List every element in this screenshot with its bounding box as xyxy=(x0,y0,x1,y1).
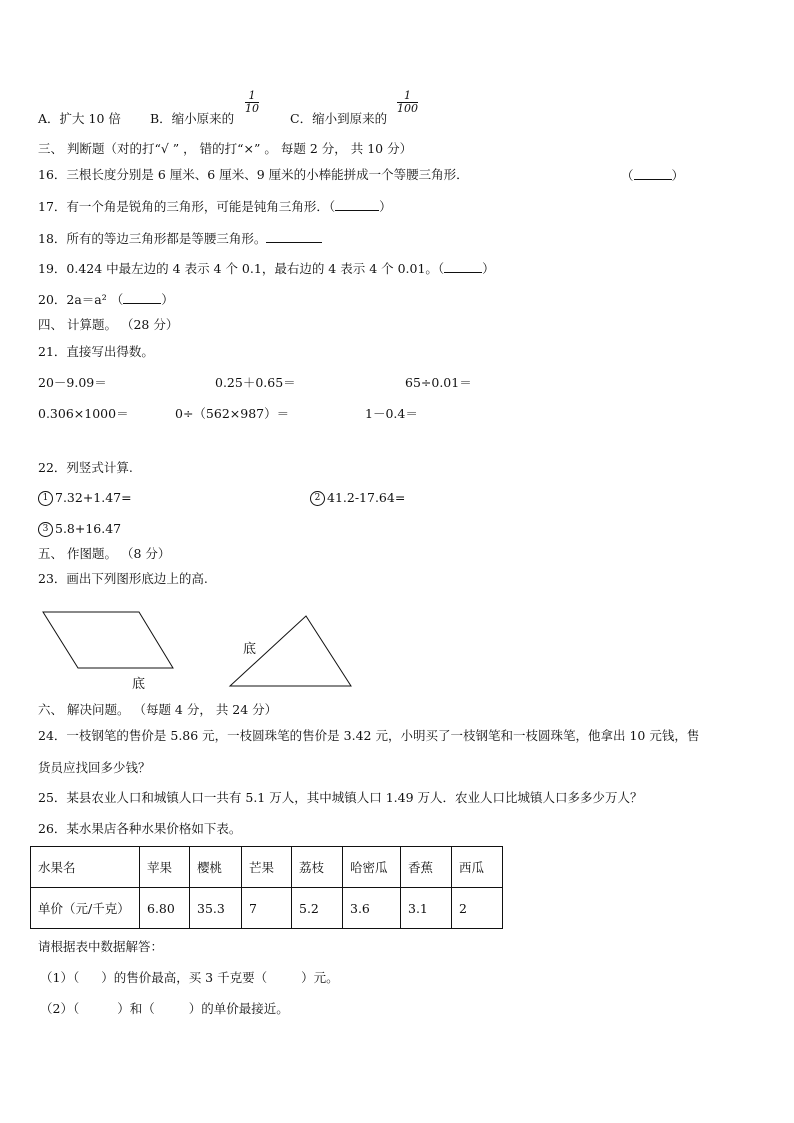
q15-option-b-fraction: $\frac{1}{10}$ xyxy=(245,89,259,115)
q21-r2c1: 0.306×1000＝ xyxy=(38,406,129,421)
section3-title: 三、 判断题（对的打“√ ” ， 错的打“×” 。 每题 2 分， 共 10 分） xyxy=(38,141,413,156)
parallelogram-base-label: 底 xyxy=(132,677,146,692)
q21-r1c1: 20－9.09＝ xyxy=(38,375,107,390)
section5-title: 五、 作图题。 （8 分） xyxy=(38,546,171,561)
circled-number-3-icon: 3 xyxy=(38,522,53,537)
q19-line: 19．0.424 中最左边的 4 表示 4 个 0.1，最右边的 4 表示 4 个 0.01。（ ） xyxy=(38,261,495,276)
q16-answer-blank[interactable]: （ ） xyxy=(621,168,685,183)
q22-item-3: 3 5.8+16.47 xyxy=(38,521,121,537)
q25-text: 25．某县农业人口和城镇人口一共有 5.1 万人，其中城镇人口 1.49 万人．农业人口比城镇人口多多少万人？ xyxy=(38,790,643,805)
table-cell: 西瓜 xyxy=(452,847,503,888)
table-cell: 芒果 xyxy=(242,847,292,888)
q20-answer-blank[interactable] xyxy=(123,291,161,304)
table-row xyxy=(31,888,503,929)
table-cell: 哈密瓜 xyxy=(343,847,401,888)
q17-line: 17．有一个角是锐角的三角形，可能是钝角三角形．（ ） xyxy=(38,199,392,214)
fruit-price-table xyxy=(30,846,503,929)
q26-sub1: （1）（ ）的售价最高，买 3 千克要（ ）元。 xyxy=(40,970,339,985)
triangle-base-label: 底 xyxy=(243,642,257,657)
table-cell: 35.3 xyxy=(190,888,242,929)
table-cell: 3.6 xyxy=(343,888,401,929)
table-cell: 樱桃 xyxy=(190,847,242,888)
table-cell: 香蕉 xyxy=(401,847,452,888)
q21-r1c3: 65÷0.01＝ xyxy=(405,375,472,390)
section6-title: 六、 解决问题。 （每题 4 分， 共 24 分） xyxy=(38,702,278,717)
q17-text: 17．有一个角是锐角的三角形，可能是钝角三角形．（ xyxy=(38,199,336,214)
table-header-row xyxy=(31,847,503,888)
table-cell: 苹果 xyxy=(140,847,190,888)
q22-item-2: 2 41.2-17.64= xyxy=(310,490,405,506)
table-cell: 2 xyxy=(452,888,503,929)
q26-prompt: 请根据表中数据解答： xyxy=(38,939,164,954)
table-cell: 单价（元/千克） xyxy=(31,888,140,929)
q21-title: 21．直接写出得数。 xyxy=(38,344,154,359)
q18-line xyxy=(38,230,322,247)
q19-answer-blank[interactable] xyxy=(444,260,482,273)
q16-text: 16．三根长度分别是 6 厘米、6 厘米、9 厘米的小棒能拼成一个等腰三角形． xyxy=(38,167,469,182)
q15-options-line xyxy=(38,111,121,127)
q19-text: 19．0.424 中最左边的 4 表示 4 个 0.1，最右边的 4 表示 4 个 0.01。（ xyxy=(38,261,445,276)
q18-text: 18．所有的等边三角形都是等腰三角形。 xyxy=(38,231,267,246)
table-cell: 3.1 xyxy=(401,888,452,929)
q15-option-b: B．缩小原来的 xyxy=(150,111,235,126)
q21-r2c3: 1－0.4＝ xyxy=(365,406,418,421)
q21-r2c2: 0÷（562×987）＝ xyxy=(175,406,290,421)
q23-figures xyxy=(0,600,794,710)
q20-line: 20．2a＝a² （ ） xyxy=(38,292,174,307)
q20-text: 20．2a＝a² （ xyxy=(38,292,124,307)
q22-title: 22．列竖式计算. xyxy=(38,460,133,475)
q15-option-c: C．缩小到原来的 xyxy=(290,111,388,126)
q22-item-1: 1 7.32+1.47= xyxy=(38,490,132,506)
q26-sub2: （2）（ ）和（ ）的单价最接近。 xyxy=(40,1001,289,1016)
q21-r1c2: 0.25＋0.65＝ xyxy=(215,375,296,390)
q24-line2: 货员应找回多少钱？ xyxy=(38,760,151,775)
q17-answer-blank[interactable] xyxy=(335,198,379,211)
table-cell: 水果名 xyxy=(31,847,140,888)
q15-option-c-fraction: $\frac{1}{100}$ xyxy=(397,89,418,115)
table-cell: 5.2 xyxy=(292,888,343,929)
parallelogram-shape xyxy=(43,612,173,668)
table-cell: 6.80 xyxy=(140,888,190,929)
table-cell: 7 xyxy=(242,888,292,929)
q24-line1: 24．一枝钢笔的售价是 5.86 元，一枝圆珠笔的售价是 3.42 元，小明买了一枝钢笔和一枝圆珠笔，他拿出 10 元钱，售 xyxy=(38,728,700,743)
q23-title: 23．画出下列图形底边上的高. xyxy=(38,571,208,586)
circled-number-1-icon: 1 xyxy=(38,491,53,506)
table-cell: 荔枝 xyxy=(292,847,343,888)
q18-answer-blank[interactable] xyxy=(266,230,322,243)
q26-title: 26．某水果店各种水果价格如下表。 xyxy=(38,821,242,836)
q15-option-a: A．扩大 10 倍 xyxy=(38,111,121,126)
circled-number-2-icon: 2 xyxy=(310,491,325,506)
section4-title: 四、 计算题。 （28 分） xyxy=(38,317,179,332)
